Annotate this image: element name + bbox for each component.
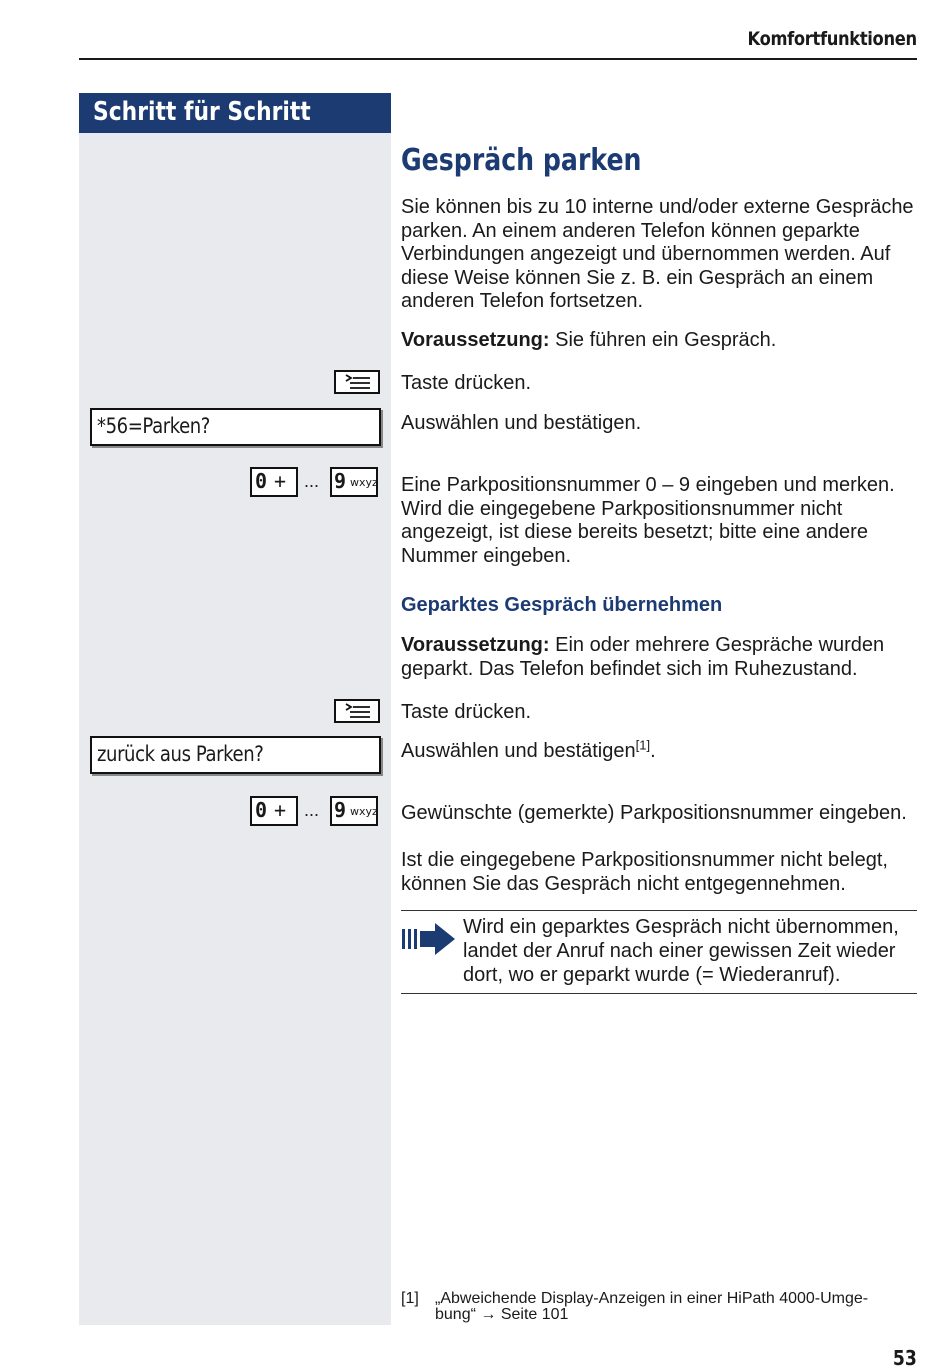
step-column-title: Schritt für Schritt [93,97,311,127]
step-enter-number-1: Eine Parkpositionsnummer 0 – 9 eingeben und merken. Wird die eingegebene Parkpositionsnummer nicht angezeigt, ist diese bereits besetzt; bitte eine andere Nummer eingeben. [401,474,895,567]
header-rule [79,58,917,60]
display-option-park[interactable] [90,408,381,446]
key-nine-icon-2 [330,796,378,826]
prerequisite-text: Sie führen ein Gespräch. [555,329,777,351]
number-keys-range-2 [250,796,380,826]
number-keys-range-1 [250,467,380,497]
key-nine-glyph: 9 [334,469,347,493]
note-bottom-rule [401,993,917,994]
footnote-arrow-icon: → [480,1306,497,1323]
note-text: Wird ein geparktes Gespräch nicht übernommen, landet der Anruf nach einer gewissen Zeit wieder dort, wo er geparkt wurde (= Wiederanruf). [463,916,899,986]
footnote-line-2 [435,1306,568,1323]
footnote-ref[interactable]: [1] [635,737,651,753]
step-select-confirm-2 [401,737,656,764]
step-press-key-1: Taste drücken. [401,372,532,394]
menu-key-icon-2 [334,699,380,723]
key-range-ellipsis-2: ... [304,800,320,820]
display-option-unpark-text: zurück aus Parken? [97,742,264,766]
running-head: Komfortfunktionen [747,28,917,50]
step-enter-number-2-note: Ist die eingegebene Parkpositionsnummer nicht belegt, können Sie das Gespräch nicht entgegennehmen. [401,849,888,895]
menu-key-icon [334,370,380,394]
note-top-rule [401,910,917,911]
subsection-title: Geparktes Gespräch übernehmen [401,594,723,616]
key-nine-glyph-2: 9 [334,798,347,822]
step-column-header [79,93,391,133]
key-zero-glyph: 0 [255,469,268,493]
key-nine-sub-2: wxyz [350,805,378,818]
key-zero-icon-2 [250,796,298,826]
prerequisite-1 [401,329,916,353]
display-option-park-text: *56=Parken? [97,414,210,438]
step-select-confirm-2-end: . [650,740,656,762]
footnote-line-1: „Abweichende Display-Anzeigen in einer HiPath 4000-Umge- [435,1290,869,1307]
step-select-confirm-2-text: Auswählen und bestätigen [401,740,636,762]
key-zero-sub: + [274,469,287,493]
footnote-marker: [1] [401,1290,419,1307]
key-range-ellipsis: ... [304,471,320,491]
prerequisite-label: Voraussetzung: [401,329,550,351]
key-zero-icon [250,467,298,497]
section-title: Gespräch parken [401,143,642,178]
step-press-key-2: Taste drücken. [401,701,532,723]
step-select-confirm-1: Auswählen und bestätigen. [401,412,642,434]
page-number: 53 [893,1346,917,1370]
step-enter-number-2: Gewünschte (gemerkte) Parkpositionsnummer eingeben. [401,802,907,824]
prerequisite-2 [401,634,916,681]
prerequisite-label-2: Voraussetzung: [401,634,550,656]
key-nine-icon [330,467,378,497]
key-zero-sub-2: + [274,798,287,822]
footnote-page-link[interactable]: Seite 101 [500,1306,569,1323]
key-nine-sub: wxyz [350,476,378,489]
display-option-unpark[interactable] [90,736,381,774]
intro-paragraph: Sie können bis zu 10 interne und/oder externe Gespräche parken. An einem anderen Telefon können geparkte Verbindungen angezeigt und übernommen werden. Auf diese Weise können Sie z. B. ein Gespräch an einem anderen Telefon fortsetzen. [401,196,914,312]
footnote-line-2-text: bung“ [435,1306,476,1323]
note-arrow-icon [401,922,457,961]
prerequisite-text-2: Ein oder mehrere Gespräche wurden geparkt. Das Telefon befindet sich im Ruhezustand. [401,634,885,680]
key-zero-glyph-2: 0 [255,798,268,822]
